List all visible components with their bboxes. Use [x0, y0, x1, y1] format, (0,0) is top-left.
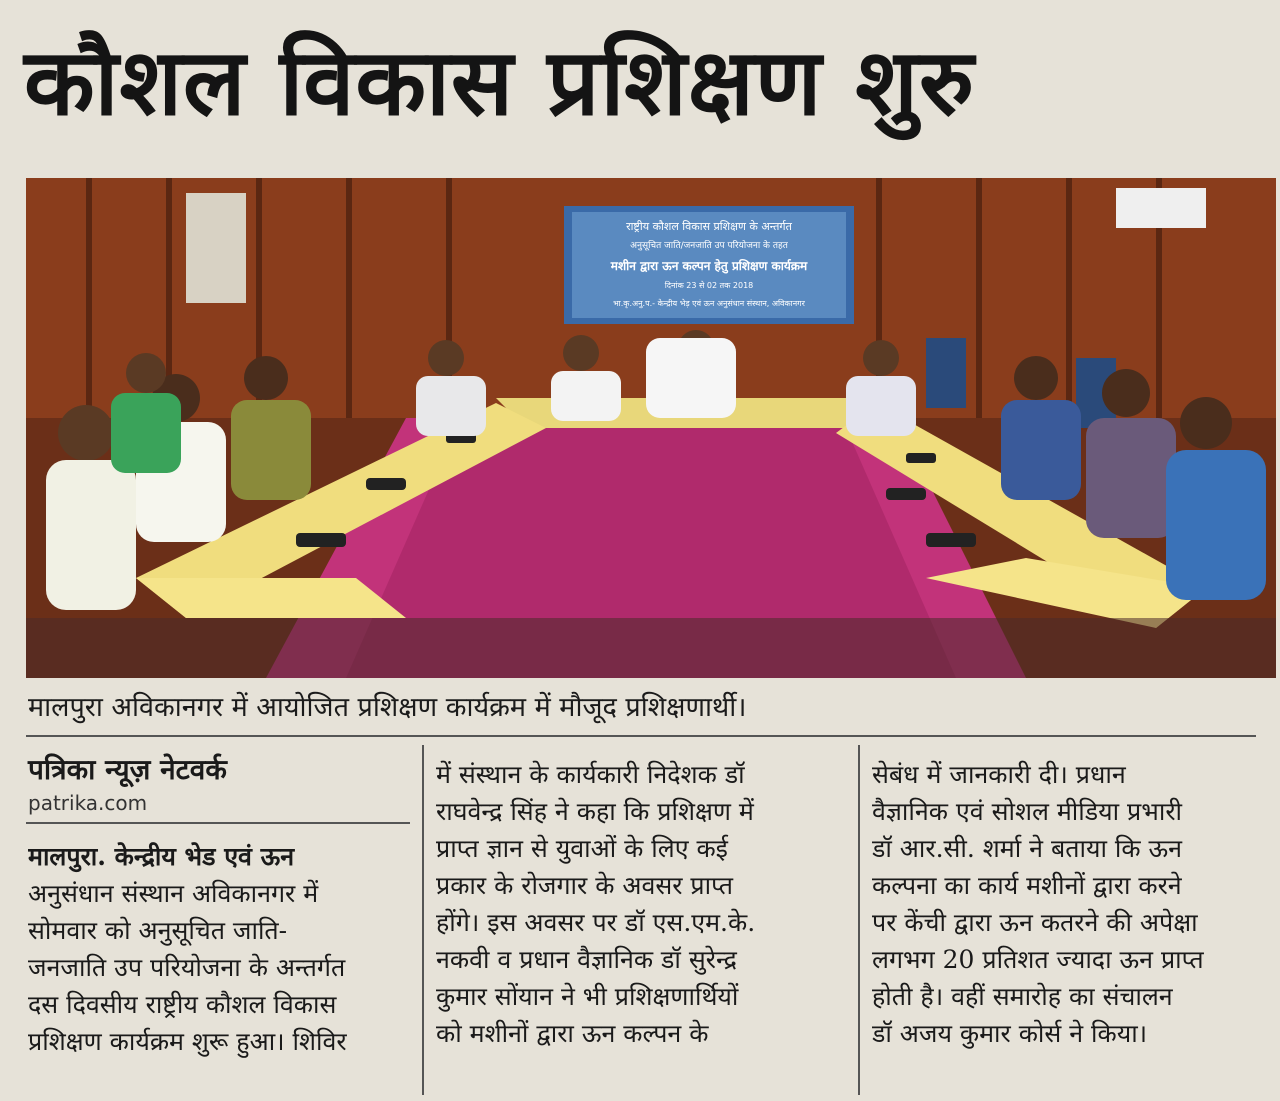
article-line: नकवी व प्रधान वैज्ञानिक डॉ सुरेन्द्र	[436, 945, 737, 974]
article-line: कुमार सोंयान ने भी प्रशिक्षणार्थियों	[436, 982, 739, 1011]
article-line: में संस्थान के कार्यकारी निदेशक डॉ	[436, 760, 745, 789]
article-line: प्रकार के रोजगार के अवसर प्राप्त	[436, 871, 734, 900]
news-photo	[26, 178, 1276, 678]
article-line: को मशीनों द्वारा ऊन कल्पन के	[436, 1019, 709, 1048]
conference-room-illustration	[26, 178, 1276, 678]
svg-text:राष्ट्रीय कौशल विकास प्रशिक्षण: राष्ट्रीय कौशल विकास प्रशिक्षण के अन्तर्गत	[626, 220, 792, 233]
svg-text:भा.कृ.अनु.प.- केन्द्रीय भेड़ ए: भा.कृ.अनु.प.- केन्द्रीय भेड़ एवं ऊन अनुसंधान संस्थान, अविकानगर	[613, 299, 805, 308]
article-line: सोमवार को अनुसूचित जाति-	[28, 916, 288, 945]
article-line: अनुसंधान संस्थान अविकानगर में	[28, 879, 319, 908]
article-line: मालपुरा. केन्द्रीय भेड एवं ऊन	[28, 842, 295, 871]
byline: पत्रिका न्यूज़ नेटवर्क	[28, 753, 227, 786]
byline-divider	[26, 822, 410, 824]
site-name: patrika.com	[28, 791, 148, 815]
article-line: डॉ अजय कुमार कोर्स ने किया।	[872, 1019, 1148, 1048]
article-line: कल्पना का कार्य मशीनों द्वारा करने	[872, 871, 1182, 900]
article-line: पर केंची द्वारा ऊन कतरने की अपेक्षा	[872, 908, 1198, 937]
svg-text:मशीन द्वारा ऊन कल्पन हेतु प्रश: मशीन द्वारा ऊन कल्पन हेतु प्रशिक्षण कार्यक्रम	[610, 259, 808, 273]
article-column-1	[28, 838, 412, 1060]
article-line: प्राप्त ज्ञान से युवाओं के लिए कई	[436, 834, 728, 863]
article-line: राघवेन्द्र सिंह ने कहा कि प्रशिक्षण में	[436, 797, 754, 826]
article-column-2	[436, 756, 850, 1052]
article-line: दस दिवसीय राष्ट्रीय कौशल विकास	[28, 990, 337, 1019]
svg-text:दिनांक 23 से 02 तक 2018: दिनांक 23 से 02 तक 2018	[664, 281, 754, 290]
caption-divider	[26, 735, 1256, 737]
column-divider-2	[858, 745, 860, 1095]
article-column-3	[872, 756, 1272, 1052]
svg-text:अनुसूचित जाति/जनजाति उप परियोज: अनुसूचित जाति/जनजाति उप परियोजना के तहत	[630, 241, 788, 251]
article-line: जनजाति उप परियोजना के अन्तर्गत	[28, 953, 346, 982]
article-line: सेबंध में जानकारी दी। प्रधान	[872, 760, 1126, 789]
column-divider-1	[422, 745, 424, 1095]
article-line: वैज्ञानिक एवं सोशल मीडिया प्रभारी	[872, 797, 1183, 826]
photo-caption: मालपुरा अविकानगर में आयोजित प्रशिक्षण कार्यक्रम में मौजूद प्रशिक्षणार्थी।	[28, 692, 747, 723]
article-line: प्रशिक्षण कार्यक्रम शुरू हुआ। शिविर	[28, 1027, 347, 1056]
article-line: होंगे। इस अवसर पर डॉ एस.एम.के.	[436, 908, 756, 937]
article-line: डॉ आर.सी. शर्मा ने बताया कि ऊन	[872, 834, 1183, 863]
headline: कौशल विकास प्रशिक्षण शुरु	[24, 29, 975, 136]
article-line: लगभग 20 प्रतिशत ज्यादा ऊन प्राप्त	[872, 945, 1204, 974]
article-line: होती है। वहीं समारोह का संचालन	[872, 982, 1173, 1011]
